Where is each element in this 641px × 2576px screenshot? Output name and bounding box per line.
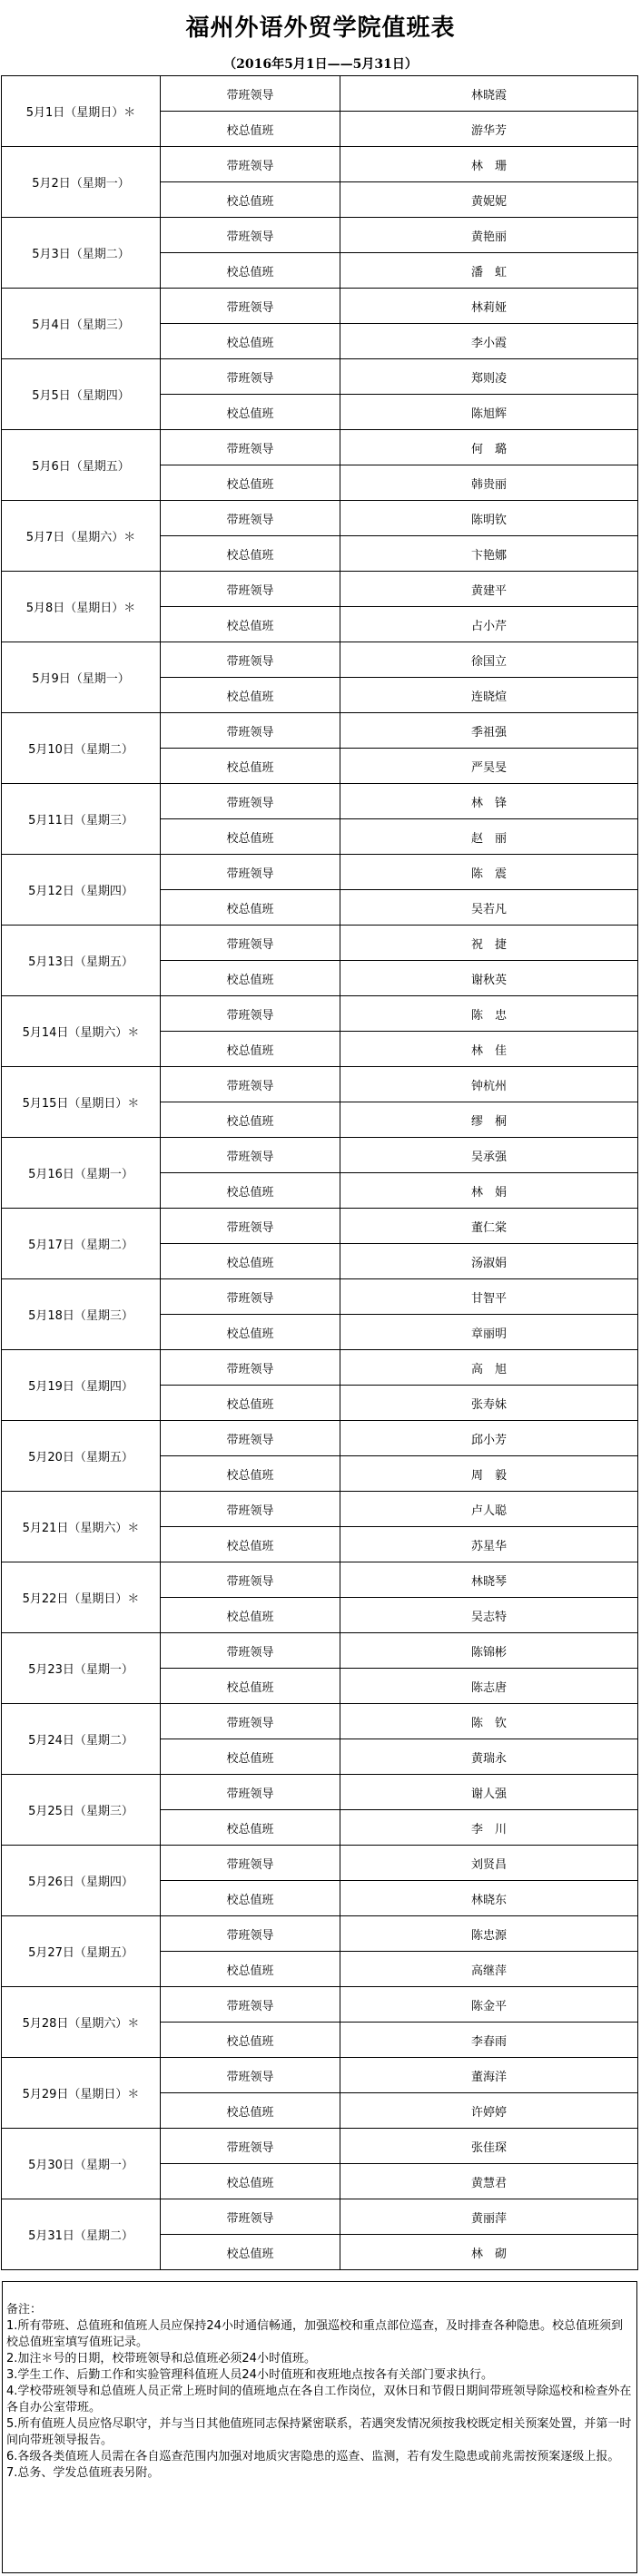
duty-role-cell: 校总值班 bbox=[161, 1598, 340, 1633]
duty-person-cell: 邱小芳 bbox=[340, 1421, 638, 1456]
duty-date-cell: 5月14日（星期六）＊ bbox=[2, 996, 161, 1067]
duty-role-cell: 校总值班 bbox=[161, 112, 340, 147]
duty-person-cell: 卢人聪 bbox=[340, 1492, 638, 1527]
duty-person-cell: 许婷婷 bbox=[340, 2093, 638, 2129]
duty-role-cell: 带班领导 bbox=[161, 2129, 340, 2164]
duty-person-cell: 吴志特 bbox=[340, 1598, 638, 1633]
duty-role-cell: 带班领导 bbox=[161, 1562, 340, 1598]
duty-role-cell: 校总值班 bbox=[161, 2093, 340, 2129]
duty-date-cell: 5月16日（星期一） bbox=[2, 1138, 161, 1209]
duty-person-cell: 徐国立 bbox=[340, 642, 638, 678]
table-row bbox=[2, 218, 638, 253]
table-row bbox=[2, 642, 638, 678]
duty-role-cell: 校总值班 bbox=[161, 890, 340, 926]
table-row bbox=[2, 1562, 638, 1598]
duty-role-cell: 校总值班 bbox=[161, 1810, 340, 1846]
duty-person-cell: 刘贤昌 bbox=[340, 1846, 638, 1881]
duty-person-cell: 季祖强 bbox=[340, 713, 638, 749]
duty-role-cell: 带班领导 bbox=[161, 1916, 340, 1952]
table-row bbox=[2, 359, 638, 395]
duty-role-cell: 带班领导 bbox=[161, 218, 340, 253]
duty-person-cell: 卞艳娜 bbox=[340, 536, 638, 572]
duty-date-cell: 5月5日（星期四） bbox=[2, 359, 161, 430]
duty-date-cell: 5月18日（星期三） bbox=[2, 1279, 161, 1350]
duty-role-cell: 带班领导 bbox=[161, 76, 340, 112]
duty-role-cell: 校总值班 bbox=[161, 1102, 340, 1138]
duty-role-cell: 带班领导 bbox=[161, 359, 340, 395]
table-row bbox=[2, 289, 638, 324]
page-title: 福州外语外贸学院值班表 bbox=[185, 15, 456, 42]
duty-role-cell: 带班领导 bbox=[161, 713, 340, 749]
duty-person-cell: 黄慧君 bbox=[340, 2164, 638, 2199]
duty-person-cell: 谢人强 bbox=[340, 1775, 638, 1810]
duty-role-cell: 校总值班 bbox=[161, 1456, 340, 1492]
duty-date-cell: 5月9日（星期一） bbox=[2, 642, 161, 713]
duty-role-cell: 带班领导 bbox=[161, 1279, 340, 1315]
duty-role-cell: 带班领导 bbox=[161, 1775, 340, 1810]
duty-person-cell: 连晓煊 bbox=[340, 678, 638, 713]
duty-person-cell: 吴承强 bbox=[340, 1138, 638, 1173]
duty-date-cell: 5月7日（星期六）＊ bbox=[2, 501, 161, 572]
duty-person-cell: 甘智平 bbox=[340, 1279, 638, 1315]
duty-date-cell: 5月10日（星期二） bbox=[2, 713, 161, 784]
duty-role-cell: 带班领导 bbox=[161, 289, 340, 324]
table-row bbox=[2, 572, 638, 607]
duty-role-cell: 校总值班 bbox=[161, 1952, 340, 1987]
duty-role-cell: 校总值班 bbox=[161, 1739, 340, 1775]
table-row bbox=[2, 926, 638, 961]
duty-role-cell: 带班领导 bbox=[161, 1421, 340, 1456]
duty-roster-body bbox=[2, 76, 638, 2270]
duty-person-cell: 何 璐 bbox=[340, 430, 638, 465]
duty-person-cell: 郑则凌 bbox=[340, 359, 638, 395]
duty-person-cell: 游华芳 bbox=[340, 112, 638, 147]
duty-role-cell: 校总值班 bbox=[161, 1315, 340, 1350]
duty-date-cell: 5月22日（星期日）＊ bbox=[2, 1562, 161, 1633]
table-row bbox=[2, 1846, 638, 1881]
duty-person-cell: 黄丽萍 bbox=[340, 2199, 638, 2235]
duty-date-cell: 5月27日（星期五） bbox=[2, 1916, 161, 1987]
duty-person-cell: 林莉娅 bbox=[340, 289, 638, 324]
duty-person-cell: 韩贵丽 bbox=[340, 465, 638, 501]
duty-role-cell: 校总值班 bbox=[161, 1244, 340, 1279]
table-row bbox=[2, 1775, 638, 1810]
duty-person-cell: 占小芹 bbox=[340, 607, 638, 642]
duty-person-cell: 陈锦彬 bbox=[340, 1633, 638, 1669]
duty-role-cell: 带班领导 bbox=[161, 855, 340, 890]
duty-role-cell: 校总值班 bbox=[161, 1669, 340, 1704]
duty-role-cell: 带班领导 bbox=[161, 784, 340, 819]
duty-person-cell: 陈明钦 bbox=[340, 501, 638, 536]
duty-person-cell: 赵 丽 bbox=[340, 819, 638, 855]
duty-date-cell: 5月24日（星期二） bbox=[2, 1704, 161, 1775]
table-row bbox=[2, 2058, 638, 2093]
duty-person-cell: 林 珊 bbox=[340, 147, 638, 182]
duty-person-cell: 陈 钦 bbox=[340, 1704, 638, 1739]
duty-role-cell: 校总值班 bbox=[161, 324, 340, 359]
duty-role-cell: 带班领导 bbox=[161, 1846, 340, 1881]
duty-person-cell: 黄瑞永 bbox=[340, 1739, 638, 1775]
notes-item: 4.学校带班领导和总值班人员正常上班时间的值班地点在各自工作岗位，双休日和节假日期间带班领导除巡校和检查外在各自办公室带班。 bbox=[6, 2385, 632, 2414]
duty-roster-table bbox=[1, 75, 638, 2270]
table-row bbox=[2, 1421, 638, 1456]
duty-role-cell: 校总值班 bbox=[161, 961, 340, 996]
duty-role-cell: 校总值班 bbox=[161, 536, 340, 572]
duty-person-cell: 陈 忠 bbox=[340, 996, 638, 1032]
table-row bbox=[2, 1138, 638, 1173]
duty-person-cell: 汤淑娟 bbox=[340, 1244, 638, 1279]
duty-person-cell: 李 川 bbox=[340, 1810, 638, 1846]
duty-person-cell: 高 旭 bbox=[340, 1350, 638, 1386]
duty-person-cell: 陈金平 bbox=[340, 1987, 638, 2023]
duty-role-cell: 带班领导 bbox=[161, 1138, 340, 1173]
table-row bbox=[2, 1916, 638, 1952]
duty-person-cell: 林 砌 bbox=[340, 2235, 638, 2270]
duty-role-cell: 带班领导 bbox=[161, 1209, 340, 1244]
duty-person-cell: 章丽明 bbox=[340, 1315, 638, 1350]
table-row bbox=[2, 1279, 638, 1315]
duty-person-cell: 缪 桐 bbox=[340, 1102, 638, 1138]
notes-item: 6.各级各类值班人员需在各自巡查范围内加强对地质灾害隐患的巡查、监测，若有发生隐患或前兆需按预案逐级上报。 bbox=[6, 2450, 620, 2463]
duty-person-cell: 李小霞 bbox=[340, 324, 638, 359]
table-row bbox=[2, 2199, 638, 2235]
duty-date-cell: 5月11日（星期三） bbox=[2, 784, 161, 855]
table-row bbox=[2, 1209, 638, 1244]
duty-person-cell: 张佳琛 bbox=[340, 2129, 638, 2164]
duty-role-cell: 校总值班 bbox=[161, 1386, 340, 1421]
duty-role-cell: 带班领导 bbox=[161, 926, 340, 961]
duty-role-cell: 校总值班 bbox=[161, 1527, 340, 1562]
duty-role-cell: 校总值班 bbox=[161, 2235, 340, 2270]
duty-person-cell: 陈旭辉 bbox=[340, 395, 638, 430]
table-row bbox=[2, 855, 638, 890]
notes-item: 5.所有值班人员应恪尽职守，并与当日其他值班同志保持紧密联系，若遇突发情况须按我校既定相关预案处置，并第一时间向带班领导报告。 bbox=[6, 2417, 632, 2447]
duty-role-cell: 校总值班 bbox=[161, 1032, 340, 1067]
duty-role-cell: 带班领导 bbox=[161, 1704, 340, 1739]
duty-person-cell: 陈志唐 bbox=[340, 1669, 638, 1704]
duty-date-cell: 5月26日（星期四） bbox=[2, 1846, 161, 1916]
notes-section bbox=[2, 2281, 637, 2573]
duty-person-cell: 董海洋 bbox=[340, 2058, 638, 2093]
duty-role-cell: 校总值班 bbox=[161, 678, 340, 713]
notes-item: 2.加注＊号的日期，校带班领导和总值班必须24小时值班。 bbox=[6, 2352, 316, 2365]
duty-person-cell: 林晓琴 bbox=[340, 1562, 638, 1598]
duty-date-cell: 5月15日（星期日）＊ bbox=[2, 1067, 161, 1138]
duty-person-cell: 林 娟 bbox=[340, 1173, 638, 1209]
duty-role-cell: 校总值班 bbox=[161, 1173, 340, 1209]
duty-date-cell: 5月4日（星期三） bbox=[2, 289, 161, 359]
table-row bbox=[2, 1350, 638, 1386]
duty-role-cell: 校总值班 bbox=[161, 2164, 340, 2199]
duty-date-cell: 5月28日（星期六）＊ bbox=[2, 1987, 161, 2058]
duty-person-cell: 苏星华 bbox=[340, 1527, 638, 1562]
table-row bbox=[2, 1987, 638, 2023]
notes-heading: 备注： bbox=[6, 2303, 43, 2316]
duty-role-cell: 带班领导 bbox=[161, 2199, 340, 2235]
duty-person-cell: 黄建平 bbox=[340, 572, 638, 607]
duty-date-cell: 5月2日（星期一） bbox=[2, 147, 161, 218]
duty-person-cell: 祝 捷 bbox=[340, 926, 638, 961]
duty-role-cell: 校总值班 bbox=[161, 819, 340, 855]
duty-role-cell: 带班领导 bbox=[161, 1067, 340, 1102]
duty-person-cell: 吴若凡 bbox=[340, 890, 638, 926]
duty-role-cell: 带班领导 bbox=[161, 430, 340, 465]
duty-person-cell: 陈 震 bbox=[340, 855, 638, 890]
duty-person-cell: 潘 虹 bbox=[340, 253, 638, 289]
table-row bbox=[2, 1067, 638, 1102]
duty-date-cell: 5月25日（星期三） bbox=[2, 1775, 161, 1846]
duty-person-cell: 周 毅 bbox=[340, 1456, 638, 1492]
duty-person-cell: 谢秋英 bbox=[340, 961, 638, 996]
duty-date-cell: 5月20日（星期五） bbox=[2, 1421, 161, 1492]
duty-role-cell: 带班领导 bbox=[161, 1350, 340, 1386]
duty-person-cell: 李春雨 bbox=[340, 2023, 638, 2058]
duty-role-cell: 校总值班 bbox=[161, 749, 340, 784]
page-subtitle: （2016年5月1日——5月31日） bbox=[223, 57, 418, 72]
notes-list bbox=[6, 2318, 633, 2482]
duty-role-cell: 带班领导 bbox=[161, 572, 340, 607]
table-row bbox=[2, 501, 638, 536]
duty-role-cell: 带班领导 bbox=[161, 501, 340, 536]
duty-role-cell: 带班领导 bbox=[161, 1492, 340, 1527]
duty-date-cell: 5月17日（星期二） bbox=[2, 1209, 161, 1279]
table-row bbox=[2, 784, 638, 819]
duty-role-cell: 校总值班 bbox=[161, 465, 340, 501]
table-row bbox=[2, 430, 638, 465]
duty-role-cell: 校总值班 bbox=[161, 2023, 340, 2058]
table-row bbox=[2, 2129, 638, 2164]
duty-person-cell: 张寿妹 bbox=[340, 1386, 638, 1421]
duty-date-cell: 5月3日（星期二） bbox=[2, 218, 161, 289]
duty-person-cell: 黄妮妮 bbox=[340, 182, 638, 218]
duty-person-cell: 董仁棠 bbox=[340, 1209, 638, 1244]
table-row bbox=[2, 1704, 638, 1739]
duty-role-cell: 带班领导 bbox=[161, 2058, 340, 2093]
duty-role-cell: 带班领导 bbox=[161, 642, 340, 678]
duty-person-cell: 严昊旻 bbox=[340, 749, 638, 784]
notes-item: 1.所有带班、总值班和值班人员应保持24小时通信畅通，加强巡校和重点部位巡查，及时排查各种隐患。校总值班须到校总值班室填写值班记录。 bbox=[6, 2319, 623, 2349]
duty-date-cell: 5月23日（星期一） bbox=[2, 1633, 161, 1704]
duty-date-cell: 5月30日（星期一） bbox=[2, 2129, 161, 2199]
duty-role-cell: 带班领导 bbox=[161, 996, 340, 1032]
duty-role-cell: 校总值班 bbox=[161, 607, 340, 642]
duty-role-cell: 带班领导 bbox=[161, 147, 340, 182]
duty-person-cell: 高继萍 bbox=[340, 1952, 638, 1987]
notes-item: 3.学生工作、后勤工作和实验管理科值班人员24小时值班和夜班地点按各有关部门要求执行。 bbox=[6, 2368, 493, 2382]
duty-date-cell: 5月21日（星期六）＊ bbox=[2, 1492, 161, 1562]
duty-person-cell: 钟杭州 bbox=[340, 1067, 638, 1102]
notes-item: 7.总务、学发总值班表另附。 bbox=[6, 2466, 160, 2480]
duty-person-cell: 黄艳丽 bbox=[340, 218, 638, 253]
table-row bbox=[2, 1492, 638, 1527]
duty-date-cell: 5月12日（星期四） bbox=[2, 855, 161, 926]
duty-date-cell: 5月6日（星期五） bbox=[2, 430, 161, 501]
duty-role-cell: 校总值班 bbox=[161, 253, 340, 289]
duty-person-cell: 林晓东 bbox=[340, 1881, 638, 1916]
table-row bbox=[2, 1633, 638, 1669]
duty-person-cell: 林 锋 bbox=[340, 784, 638, 819]
duty-person-cell: 林晓霞 bbox=[340, 76, 638, 112]
table-row bbox=[2, 147, 638, 182]
duty-person-cell: 陈忠源 bbox=[340, 1916, 638, 1952]
duty-role-cell: 带班领导 bbox=[161, 1633, 340, 1669]
duty-date-cell: 5月31日（星期二） bbox=[2, 2199, 161, 2270]
duty-date-cell: 5月1日（星期日）＊ bbox=[2, 76, 161, 147]
table-row bbox=[2, 713, 638, 749]
duty-role-cell: 校总值班 bbox=[161, 1881, 340, 1916]
duty-date-cell: 5月8日（星期日）＊ bbox=[2, 572, 161, 642]
duty-role-cell: 校总值班 bbox=[161, 395, 340, 430]
duty-person-cell: 林 佳 bbox=[340, 1032, 638, 1067]
table-row bbox=[2, 76, 638, 112]
duty-role-cell: 带班领导 bbox=[161, 1987, 340, 2023]
duty-role-cell: 校总值班 bbox=[161, 182, 340, 218]
duty-date-cell: 5月19日（星期四） bbox=[2, 1350, 161, 1421]
table-row bbox=[2, 996, 638, 1032]
duty-date-cell: 5月13日（星期五） bbox=[2, 926, 161, 996]
duty-date-cell: 5月29日（星期日）＊ bbox=[2, 2058, 161, 2129]
